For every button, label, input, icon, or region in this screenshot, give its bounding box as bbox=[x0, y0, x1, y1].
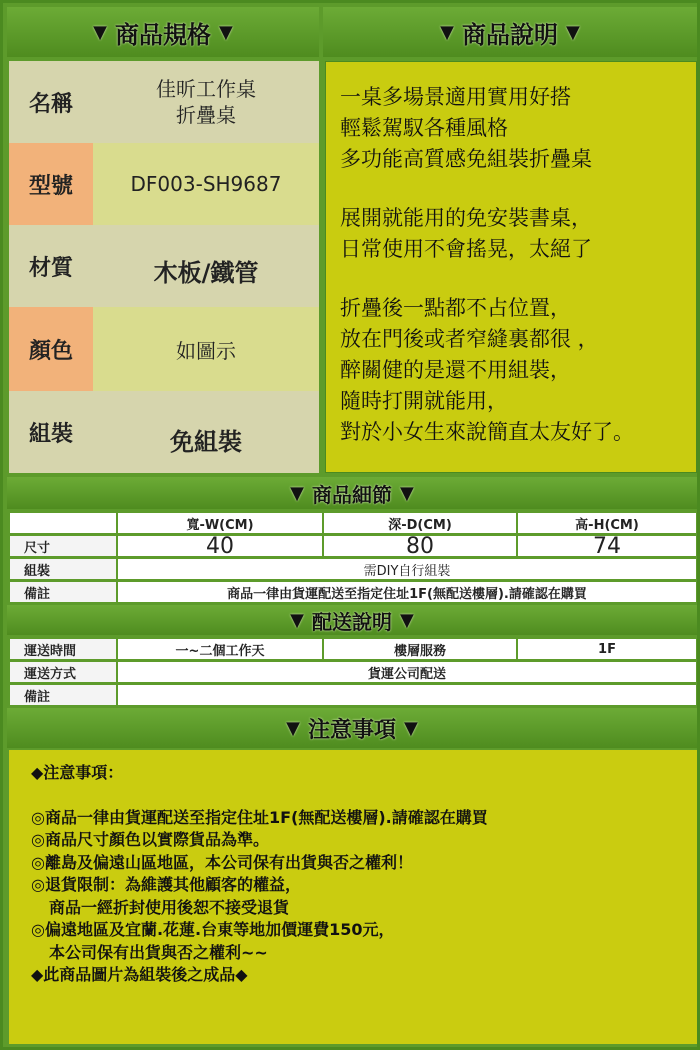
triangle-down-icon: ▼ bbox=[400, 609, 414, 631]
triangle-down-icon: ▼ bbox=[219, 21, 233, 43]
detail-header bbox=[7, 477, 697, 509]
model-value: DF003-SH9687 bbox=[93, 143, 319, 225]
description-line: 一桌多場景適用實用好搭 bbox=[340, 85, 571, 109]
shipping-remark-value bbox=[117, 684, 697, 706]
detail-corner bbox=[9, 512, 117, 534]
detail-assembly-value: 需DIY自行組裝 bbox=[117, 558, 697, 580]
size-row bbox=[9, 535, 697, 557]
shipping-method-label: 運送方式 bbox=[9, 661, 117, 683]
assembly-label: 組裝 bbox=[9, 391, 93, 473]
notice-title: ◆注意事項： bbox=[31, 763, 124, 782]
detail-column-header-row bbox=[9, 512, 697, 534]
shipping-method-row bbox=[9, 661, 697, 683]
floor-service-label: 樓層服務 bbox=[323, 638, 517, 660]
description-paragraph-2 bbox=[340, 203, 684, 265]
notice-line: ◎商品尺寸顏色以實際貨品為準。 bbox=[31, 830, 269, 849]
name-label: 名稱 bbox=[9, 61, 93, 143]
description-line: 輕鬆駕馭各種風格 bbox=[340, 116, 508, 140]
notice-line: 本公司保有出貨與否之權利~~ bbox=[49, 942, 268, 962]
spec-header bbox=[7, 7, 319, 57]
description-line: 放在門後或者窄縫裏都很 ， bbox=[340, 327, 599, 351]
color-label: 顏色 bbox=[9, 307, 93, 391]
description-line: 隨時打開就能用， bbox=[340, 389, 508, 413]
spec-header-title: 商品規格 bbox=[115, 20, 211, 49]
material-label: 材質 bbox=[9, 225, 93, 307]
description-line: 展開就能用的免安裝書桌， bbox=[340, 206, 592, 230]
detail-remark-row bbox=[9, 581, 697, 603]
description-line: 折疊後一點都不占位置， bbox=[340, 296, 571, 320]
shipping-time-row bbox=[9, 638, 697, 660]
triangle-down-icon: ▼ bbox=[290, 482, 304, 504]
shipping-header-title: 配送說明 bbox=[312, 609, 392, 634]
detail-header-title: 商品細節 bbox=[312, 482, 392, 507]
triangle-down-icon: ▼ bbox=[93, 21, 107, 43]
triangle-down-icon: ▼ bbox=[286, 717, 300, 739]
shipping-header bbox=[7, 605, 697, 635]
notice-line: ◎偏遠地區及宜蘭.花蓮.台東等地加價運費150元， bbox=[31, 920, 395, 939]
detail-assembly-row bbox=[9, 558, 697, 580]
detail-remark-label: 備註 bbox=[9, 581, 117, 603]
description-paragraph-1 bbox=[340, 82, 684, 175]
notice-line: ◎離島及偏遠山區地區，本公司保有出貨與否之權利！ bbox=[31, 852, 413, 872]
shipping-time-value: 一~二個工作天 bbox=[117, 638, 323, 660]
notice-header bbox=[7, 708, 697, 748]
description-paragraph-3 bbox=[340, 293, 684, 448]
notice-line: ◆此商品圖片為組裝後之成品◆ bbox=[31, 965, 248, 984]
notice-line: ◎商品一律由貨運配送至指定住址1F(無配送樓層).請確認在購買 bbox=[31, 807, 488, 827]
floor-service-value: 1F bbox=[517, 638, 697, 660]
material-value: 木板/鐵管 bbox=[93, 225, 319, 307]
col-depth: 深-D(CM) bbox=[323, 512, 517, 534]
notice-box bbox=[9, 750, 697, 1044]
model-label: 型號 bbox=[9, 143, 93, 225]
desc-header bbox=[323, 7, 697, 57]
shipping-remark-row bbox=[9, 684, 697, 706]
triangle-down-icon: ▼ bbox=[404, 717, 418, 739]
name-value-line2: 折疊桌 bbox=[176, 103, 236, 127]
triangle-down-icon: ▼ bbox=[566, 21, 580, 43]
shipping-remark-label: 備註 bbox=[9, 684, 117, 706]
size-height: 74 bbox=[517, 535, 697, 557]
col-width: 寬-W(CM) bbox=[117, 512, 323, 534]
notice-line: 商品一經折封使用後恕不接受退貨 bbox=[49, 897, 290, 917]
description-box bbox=[325, 61, 697, 473]
shipping-method-value: 貨運公司配送 bbox=[117, 661, 697, 683]
desc-header-title: 商品說明 bbox=[462, 20, 558, 49]
description-line: 對於小女生來說簡直太友好了。 bbox=[340, 420, 634, 444]
triangle-down-icon: ▼ bbox=[400, 482, 414, 504]
size-depth: 80 bbox=[323, 535, 517, 557]
size-width: 40 bbox=[117, 535, 323, 557]
notice-line: ◎退貨限制：為維護其他顧客的權益， bbox=[31, 875, 301, 894]
description-line: 多功能高質感免組裝折疊桌 bbox=[340, 147, 592, 171]
col-height: 高-H(CM) bbox=[517, 512, 697, 534]
assembly-value: 免組裝 bbox=[93, 391, 319, 473]
notice-header-title: 注意事項 bbox=[307, 717, 396, 743]
color-value: 如圖示 bbox=[93, 307, 319, 391]
description-line: 日常使用不會搖晃，太絕了 bbox=[340, 237, 592, 261]
name-value bbox=[93, 61, 319, 143]
shipping-time-label: 運送時間 bbox=[9, 638, 117, 660]
name-value-line1: 佳昕工作桌 bbox=[156, 77, 256, 101]
size-label: 尺寸 bbox=[9, 535, 117, 557]
detail-remark-value: 商品一律由貨運配送至指定住址1F(無配送樓層).請確認在購買 bbox=[117, 581, 697, 603]
triangle-down-icon: ▼ bbox=[290, 609, 304, 631]
description-line: 醉關健的是還不用組裝， bbox=[340, 358, 571, 382]
detail-assembly-label: 組裝 bbox=[9, 558, 117, 580]
triangle-down-icon: ▼ bbox=[440, 21, 454, 43]
